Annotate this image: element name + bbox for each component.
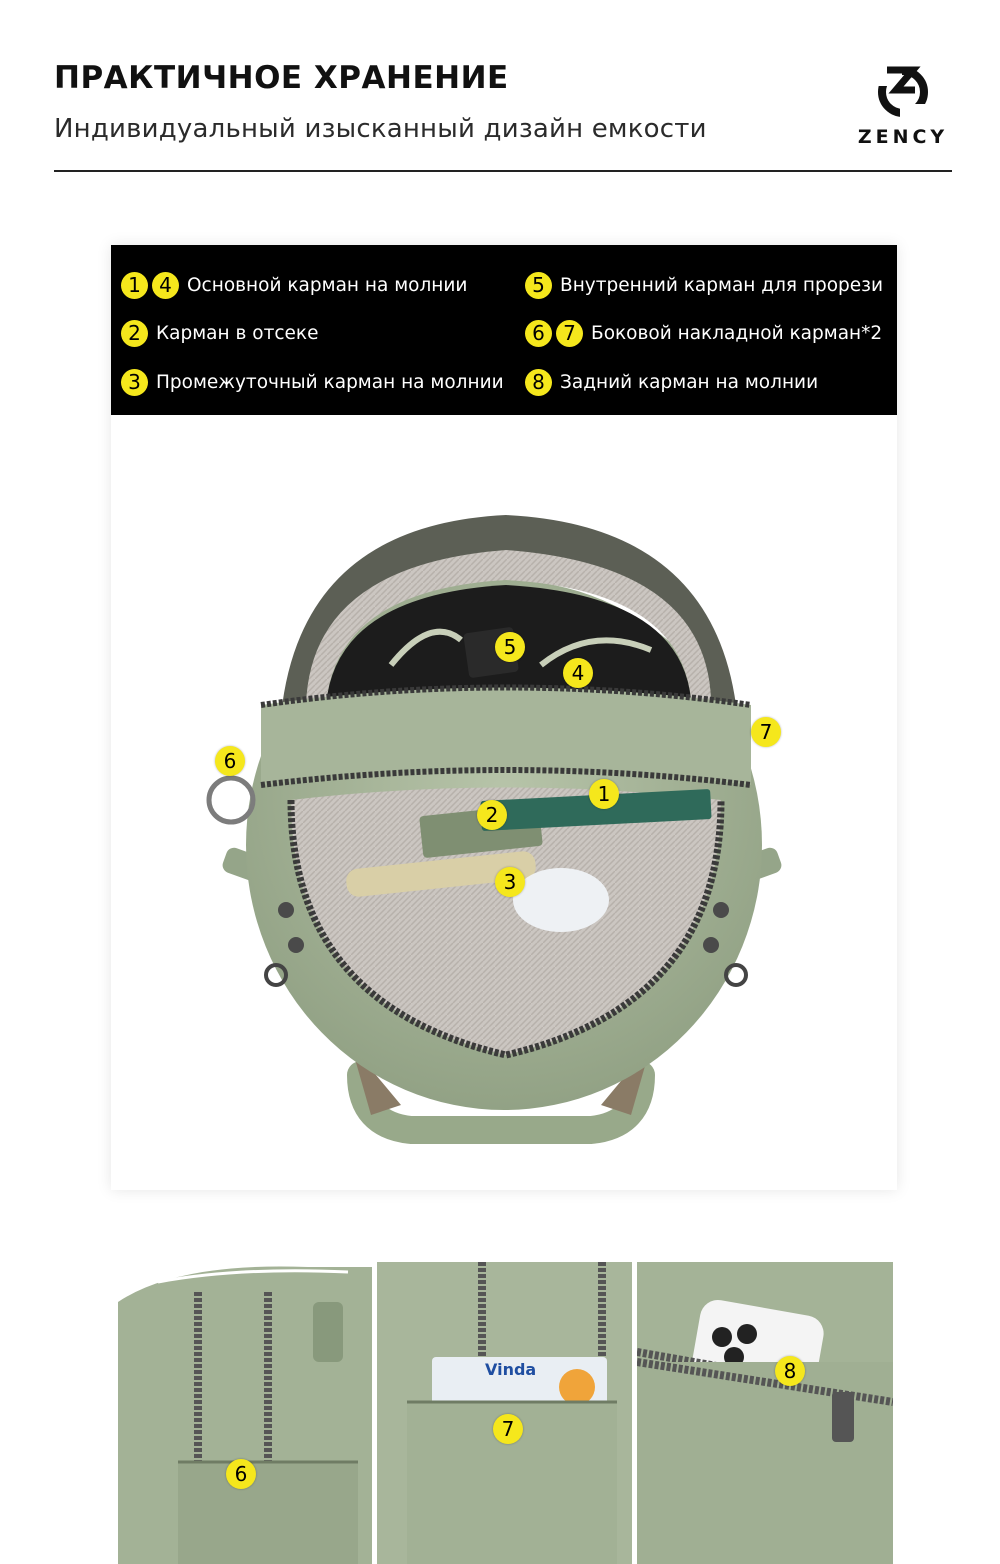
thumbnail-side-pocket-left bbox=[118, 1262, 372, 1564]
legend-badge: 5 bbox=[525, 272, 552, 299]
pocket-legend bbox=[111, 245, 897, 415]
thumbnail-side-pocket-right bbox=[377, 1262, 632, 1564]
page-subtitle: Индивидуальный изысканный дизайн емкости bbox=[54, 114, 707, 144]
legend-label: Внутренний карман для прорези bbox=[560, 274, 884, 296]
legend-item-slot-pocket bbox=[525, 270, 883, 300]
legend-label: Карман в отсеке bbox=[156, 322, 319, 344]
back-pocket-photo bbox=[637, 1262, 893, 1564]
backpack-illustration bbox=[111, 415, 897, 1190]
legend-item-back-pocket bbox=[525, 367, 818, 397]
marker-7: 7 bbox=[751, 717, 781, 747]
legend-badge: 3 bbox=[121, 369, 148, 396]
brand-name: ZENCY bbox=[857, 126, 949, 148]
legend-item-middle-pocket bbox=[121, 367, 504, 397]
marker-8: 8 bbox=[775, 1356, 805, 1386]
legend-label: Боковой накладной карман*2 bbox=[591, 322, 883, 344]
tissue-package-label: Vinda bbox=[485, 1360, 537, 1379]
legend-badge: 8 bbox=[525, 369, 552, 396]
legend-label: Промежуточный карман на молнии bbox=[156, 371, 504, 393]
zency-logo-icon bbox=[878, 64, 928, 122]
marker-1: 1 bbox=[589, 779, 619, 809]
marker-2: 2 bbox=[477, 800, 507, 830]
marker-5: 5 bbox=[495, 632, 525, 662]
legend-badge: 6 bbox=[525, 320, 552, 347]
legend-item-compartment-pocket bbox=[121, 318, 318, 348]
backpack-open-photo bbox=[111, 415, 897, 1190]
legend-badge: 1 bbox=[121, 272, 148, 299]
side-pocket-photo bbox=[118, 1262, 372, 1564]
marker-3: 3 bbox=[495, 867, 525, 897]
legend-badge: 2 bbox=[121, 320, 148, 347]
page-title: ПРАКТИЧНОЕ ХРАНЕНИЕ bbox=[54, 60, 509, 96]
marker-4: 4 bbox=[563, 658, 593, 688]
legend-label: Задний карман на молнии bbox=[560, 371, 819, 393]
header-divider bbox=[54, 170, 952, 172]
legend-badge: 7 bbox=[556, 320, 583, 347]
brand-logo bbox=[852, 64, 954, 154]
marker-6: 6 bbox=[215, 746, 245, 776]
legend-item-main-pocket bbox=[121, 270, 467, 300]
marker-6: 6 bbox=[226, 1459, 256, 1489]
legend-item-side-pocket bbox=[525, 318, 882, 348]
thumbnail-back-pocket bbox=[637, 1262, 893, 1564]
marker-7: 7 bbox=[493, 1414, 523, 1444]
legend-label: Основной карман на молнии bbox=[187, 274, 468, 296]
header bbox=[0, 0, 1000, 200]
side-pocket-tissue-photo bbox=[377, 1262, 632, 1564]
legend-badge: 4 bbox=[152, 272, 179, 299]
